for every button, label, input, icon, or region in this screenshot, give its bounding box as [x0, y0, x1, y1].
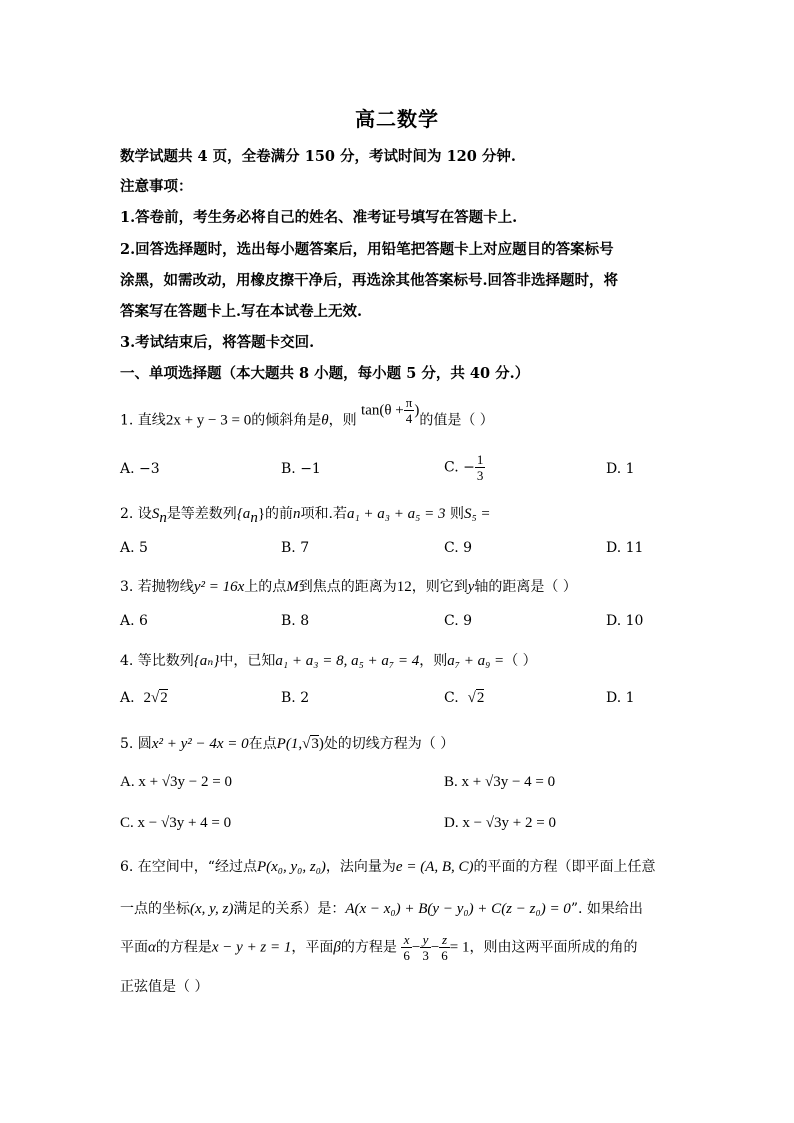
q1-theta: θ: [321, 412, 329, 429]
q1-text2: ，则: [328, 412, 357, 429]
q1-four: 4: [405, 411, 413, 426]
q1-text3: 的值是（ ）: [419, 412, 494, 429]
q5-text-c: 处的切线方程为（ ）: [323, 736, 455, 752]
q1-tan: tan(θ +: [361, 402, 404, 419]
q6-alpha: α: [148, 939, 156, 956]
q2-text-c: 的前: [265, 506, 294, 522]
q2-text-b: 是等差数列: [166, 506, 237, 522]
notice-2b: 涂黑，如需改动，用橡皮擦干净后，再选涂其他答案标号.回答非选择题时，将: [120, 272, 619, 289]
q4-text-b: 中，已知: [219, 653, 276, 669]
q2-seq: {a: [236, 506, 251, 522]
section-heading: 一、单项选择题（本大题共 8 小题，每小题 5 分，共 40 分.）: [120, 365, 530, 382]
q6-l2b: 满足的关系）是：: [233, 901, 346, 917]
question-6-line-2: [120, 898, 643, 918]
q6-f6a: 6: [403, 948, 410, 963]
q1-pi: π: [405, 395, 413, 410]
q5-point-close: ): [318, 736, 324, 752]
q4-seq: {aₙ}: [193, 653, 220, 669]
q5-option-c: C. x − √3y + 4 = 0: [120, 815, 232, 831]
q4-a-coef: 2: [143, 690, 151, 706]
notice-3: 3.考试结束后，将答题卡交回.: [120, 334, 315, 351]
q1-pi-over-4: [404, 395, 415, 426]
q4-option-b: B. 2: [281, 690, 310, 706]
q6-l2c: ”. 如果给出: [570, 901, 643, 917]
q1-text1: 的倾斜角是: [251, 412, 322, 429]
q2-seq-close: }: [257, 506, 266, 522]
q2-option-a: A. 5: [120, 540, 148, 556]
question-6-line-1: [120, 856, 656, 876]
question-3: [120, 576, 577, 596]
q2-option-d: D. 11: [606, 540, 644, 556]
notice-2c: 答案写在答题卡上.写在本试卷上无效.: [120, 303, 363, 320]
question-4: [120, 650, 537, 670]
q3-text-d: ，则它到: [411, 579, 468, 595]
q2-text-a: 2. 设: [120, 506, 152, 522]
q4-option-a: A. 2√2: [120, 690, 168, 706]
q3-text-b: 上的点: [244, 579, 287, 595]
q6-l3e: ，则由这两平面所成的角的: [469, 939, 638, 956]
question-5: 5. 圆x² + y² − 4x = 0在点P(1,√3)处的切线方程为（ ）: [120, 736, 455, 752]
q4-option-c: C. √2: [444, 690, 485, 706]
q1-close: ): [414, 402, 420, 419]
q3-m: M: [286, 579, 299, 595]
q6-f3: 3: [422, 948, 429, 963]
q2-s5: S₅ =: [463, 506, 491, 522]
q2-cond: a₁ + a₃ + a₅ = 3: [346, 506, 446, 522]
q1-c-den: 3: [476, 468, 484, 483]
q6-l3a: 平面: [120, 939, 148, 956]
q3-text-a: 3. 若抛物线: [120, 579, 194, 595]
q5-text-b: 在点: [248, 736, 277, 752]
q1-c-minus: C. −: [444, 459, 475, 476]
q4-a-radicand: 2: [160, 690, 168, 706]
q4-cond: a₁ + a₃ = 8, a₅ + a₇ = 4: [275, 653, 420, 669]
q1-option-b: B. −1: [281, 461, 321, 477]
q3-text-e: 轴的距离是（ ）: [474, 579, 577, 595]
question-1: [120, 395, 494, 436]
q2-n-sub: n: [159, 509, 167, 526]
q6-plane-eq: A(x − x₀) + B(y − y₀) + C(z − z₀) = 0: [345, 901, 571, 917]
q6-l2a: 一点的坐标: [120, 901, 190, 917]
q4-c-label: C.: [444, 690, 459, 706]
q6-normal-vector: e = (A, B, C): [395, 859, 474, 875]
q4-target: a₇ + a₉ =: [447, 653, 505, 669]
q6-l3d: 的方程是: [340, 939, 397, 956]
q2-text-d: 项和.若: [300, 506, 347, 522]
q2-text-e: 则: [449, 506, 464, 522]
q4-text-a: 4. 等比数列: [120, 653, 194, 669]
q6-l1b: ，法向量为: [325, 859, 396, 875]
q3-y: y: [467, 579, 475, 595]
q6-point: P(x₀, y₀, z₀): [256, 859, 326, 875]
q3-option-c: C. 9: [444, 613, 473, 629]
q6-l3c: ，平面: [291, 939, 334, 956]
q6-f6b: 6: [441, 948, 448, 963]
intro-line: 数学试题共 4 页，全卷满分 150 分，考试时间为 120 分钟.: [120, 148, 516, 165]
q5-option-a: A. x + √3y − 2 = 0: [120, 774, 232, 790]
q4-c-radicand: 2: [476, 690, 485, 706]
q3-option-b: B. 8: [281, 613, 310, 629]
q1-num: 1. 直线: [120, 412, 166, 429]
q1-tan-expr: [361, 395, 419, 426]
q2-option-c: C. 9: [444, 540, 473, 556]
q4-text-c: ，则: [419, 653, 448, 669]
q1-option-c: [444, 452, 485, 483]
q6-frac-z: [439, 932, 450, 963]
page-title: 高二数学: [355, 107, 439, 131]
q5-option-d: D. x − √3y + 2 = 0: [444, 815, 556, 831]
q6-frac-y: [420, 932, 431, 963]
question-2: 2. 设$S_n$是等差数列$\{a_n\}$的前n项和.若a₁ + a₃ + a₅ = 3 则S₅ =: [120, 506, 491, 526]
q3-text-c: 到焦点的距离为: [298, 579, 397, 595]
q6-frac-x: [401, 932, 412, 963]
question-6-line-4: 正弦值是（ ）: [120, 979, 209, 995]
q1-option-a: A. −3: [120, 461, 160, 477]
q1-eq: 2x + y − 3 = 0: [165, 412, 252, 429]
q5-text-a: 5. 圆: [120, 736, 152, 752]
q4-option-d: D. 1: [606, 690, 635, 706]
notice-heading: 注意事项：: [120, 178, 193, 195]
notice-2a: 2.回答选择题时，选出每小题答案后，用铅笔把答题卡上对应题目的答案标号: [120, 241, 614, 258]
q6-l3b: 的方程是: [155, 939, 212, 956]
q6-beta: β: [333, 939, 341, 956]
q6-l1a: 6. 在空间中，“经过点: [120, 859, 257, 875]
q2-n: n: [293, 506, 301, 522]
question-6-line-3: 平面α的方程是x − y + z = 1，平面β的方程是 $\frac{x}{6}$ − $\frac{y}{3}$ − $\frac{z}{6}$ = 1，则由这两平面所成的角的: [120, 932, 638, 963]
q3-option-d: D. 10: [606, 613, 644, 629]
q5-point: P(1,: [276, 736, 303, 752]
q3-option-a: A. 6: [120, 613, 148, 629]
q3-distance: 12: [396, 579, 412, 595]
q6-fy: y: [420, 932, 431, 948]
notice-1: 1.答卷前，考生务必将自己的姓名、准考证号填写在答题卡上.: [120, 209, 518, 226]
q5-option-b: B. x + √3y − 4 = 0: [444, 774, 556, 790]
q3-eq: y² = 16x: [193, 579, 245, 595]
q5-point-radicand: 3: [311, 736, 319, 752]
q5-eq: x² + y² − 4x = 0: [151, 736, 249, 752]
q6-fz: z: [439, 932, 450, 948]
q1-c-num: 1: [476, 452, 484, 467]
q1-option-d: D. 1: [606, 461, 635, 477]
q6-fx: x: [401, 932, 412, 948]
q4-a-label: A.: [120, 690, 135, 706]
q2-s: S: [151, 506, 160, 522]
q6-coord: (x, y, z): [190, 901, 234, 917]
q2-option-b: B. 7: [281, 540, 310, 556]
q6-l1c: 的平面的方程（即平面上任意: [473, 859, 656, 875]
q6-beta-tail: = 1: [449, 939, 470, 956]
q1-c-frac: [475, 452, 486, 483]
q4-text-d: （ ）: [504, 653, 537, 669]
q6-alpha-eq: x − y + z = 1: [211, 939, 292, 956]
